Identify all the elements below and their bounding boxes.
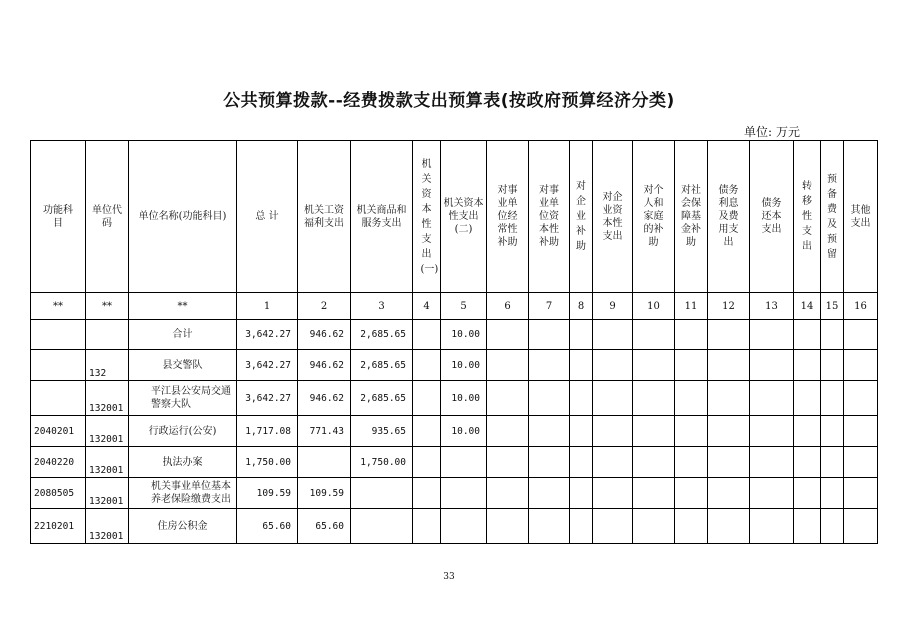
- empty-cell: [708, 381, 750, 416]
- col-num: 13: [750, 293, 794, 320]
- empty-cell: [844, 416, 878, 447]
- empty-cell: [633, 447, 675, 478]
- capital-cell: [441, 478, 487, 509]
- header-total: 总 计: [237, 141, 298, 293]
- total-cell: 3,642.27: [237, 320, 298, 350]
- empty-cell: [487, 350, 529, 381]
- empty-cell: [750, 478, 794, 509]
- empty-cell: [633, 350, 675, 381]
- salary-cell: [298, 447, 351, 478]
- empty-cell: [487, 381, 529, 416]
- empty-cell: [593, 447, 633, 478]
- capital-cell: [441, 447, 487, 478]
- col-num: 7: [529, 293, 570, 320]
- col-num: 2: [298, 293, 351, 320]
- empty-cell: [487, 447, 529, 478]
- empty-cell: [529, 416, 570, 447]
- empty-cell: [593, 381, 633, 416]
- table-row: [31, 416, 878, 447]
- empty-cell: [821, 416, 844, 447]
- empty-cell: [750, 509, 794, 544]
- empty-cell: [708, 416, 750, 447]
- header-c11: 对社会保障基金补助: [675, 141, 708, 293]
- header-c9: 对企业资本性支出: [593, 141, 633, 293]
- header-c4: 机关资本性支出(一): [413, 141, 441, 293]
- empty-cell: [675, 320, 708, 350]
- empty-cell: [570, 320, 593, 350]
- col-num: 4: [413, 293, 441, 320]
- goods-services-cell: 2,685.65: [351, 350, 413, 381]
- col-num: 16: [844, 293, 878, 320]
- unit-label: [740, 123, 800, 140]
- empty-cell: [794, 381, 821, 416]
- unit-name-cell: 住房公积金: [129, 509, 237, 544]
- empty-cell: [708, 350, 750, 381]
- goods-services-cell: 2,685.65: [351, 320, 413, 350]
- unit-code-cell: 132001: [86, 478, 129, 509]
- empty-cell: [794, 350, 821, 381]
- col-num: 9: [593, 293, 633, 320]
- func-code-cell: [31, 350, 86, 381]
- empty-cell: [633, 320, 675, 350]
- col-num: **: [129, 293, 237, 320]
- empty-cell: [794, 509, 821, 544]
- empty-cell: [570, 509, 593, 544]
- empty-cell: [633, 478, 675, 509]
- capital-cell: 10.00: [441, 381, 487, 416]
- total-cell: 3,642.27: [237, 381, 298, 416]
- func-code-cell: 2040220: [31, 447, 86, 478]
- header-c15: 预备费及预留: [821, 141, 844, 293]
- empty-cell: [413, 447, 441, 478]
- col-num: 5: [441, 293, 487, 320]
- empty-cell: [750, 350, 794, 381]
- header-c3: 机关商品和服务支出: [351, 141, 413, 293]
- header-c10: 对个人和家庭的补助: [633, 141, 675, 293]
- func-code-cell: 2210201: [31, 509, 86, 544]
- empty-cell: [593, 478, 633, 509]
- empty-cell: [570, 381, 593, 416]
- salary-cell: 946.62: [298, 320, 351, 350]
- unit-code-cell: 132001: [86, 447, 129, 478]
- empty-cell: [593, 320, 633, 350]
- total-cell: 3,642.27: [237, 350, 298, 381]
- goods-services-cell: [351, 509, 413, 544]
- goods-services-cell: 935.65: [351, 416, 413, 447]
- unit-name-cell: 合计: [129, 320, 237, 350]
- budget-table: [30, 140, 878, 544]
- empty-cell: [821, 447, 844, 478]
- col-num: 10: [633, 293, 675, 320]
- empty-cell: [750, 381, 794, 416]
- empty-cell: [529, 381, 570, 416]
- empty-cell: [413, 381, 441, 416]
- empty-cell: [708, 447, 750, 478]
- salary-cell: 771.43: [298, 416, 351, 447]
- empty-cell: [675, 350, 708, 381]
- header-c7: 对事业单位资本性补助: [529, 141, 570, 293]
- func-code-cell: [31, 381, 86, 416]
- empty-cell: [675, 478, 708, 509]
- unit-value: 万元: [776, 125, 801, 139]
- col-num: 14: [794, 293, 821, 320]
- empty-cell: [593, 416, 633, 447]
- table-row: [31, 350, 878, 381]
- unit-code-cell: 132001: [86, 381, 129, 416]
- empty-cell: [529, 320, 570, 350]
- empty-cell: [529, 447, 570, 478]
- empty-cell: [750, 447, 794, 478]
- empty-cell: [844, 447, 878, 478]
- empty-cell: [633, 381, 675, 416]
- capital-cell: 10.00: [441, 416, 487, 447]
- empty-cell: [844, 509, 878, 544]
- unit-code-cell: 132001: [86, 509, 129, 544]
- unit-name-cell: 行政运行(公安): [129, 416, 237, 447]
- col-num: **: [86, 293, 129, 320]
- column-number-row: [31, 293, 878, 320]
- func-code-cell: [31, 320, 86, 350]
- capital-cell: 10.00: [441, 320, 487, 350]
- header-c12: 债务利息及费用支出: [708, 141, 750, 293]
- total-cell: 65.60: [237, 509, 298, 544]
- unit-code-cell: 132001: [86, 416, 129, 447]
- empty-cell: [529, 509, 570, 544]
- goods-services-cell: 1,750.00: [351, 447, 413, 478]
- empty-cell: [487, 509, 529, 544]
- header-c14: 转移性支出: [794, 141, 821, 293]
- table-row: [31, 320, 878, 350]
- empty-cell: [570, 350, 593, 381]
- empty-cell: [529, 350, 570, 381]
- empty-cell: [413, 509, 441, 544]
- empty-cell: [794, 416, 821, 447]
- empty-cell: [593, 350, 633, 381]
- empty-cell: [413, 350, 441, 381]
- col-num: 1: [237, 293, 298, 320]
- header-name: 单位名称(功能科目): [129, 141, 237, 293]
- total-cell: 1,750.00: [237, 447, 298, 478]
- capital-cell: [441, 509, 487, 544]
- empty-cell: [708, 478, 750, 509]
- unit-name-cell: 执法办案: [129, 447, 237, 478]
- total-cell: 109.59: [237, 478, 298, 509]
- func-code-cell: 2080505: [31, 478, 86, 509]
- header-c13: 债务还本支出: [750, 141, 794, 293]
- empty-cell: [750, 320, 794, 350]
- goods-services-cell: 2,685.65: [351, 381, 413, 416]
- empty-cell: [675, 416, 708, 447]
- salary-cell: 946.62: [298, 350, 351, 381]
- col-num: 6: [487, 293, 529, 320]
- unit-name-cell: 县交警队: [129, 350, 237, 381]
- empty-cell: [633, 416, 675, 447]
- col-num: 3: [351, 293, 413, 320]
- empty-cell: [821, 381, 844, 416]
- salary-cell: 65.60: [298, 509, 351, 544]
- empty-cell: [633, 509, 675, 544]
- header-row: [31, 141, 878, 293]
- empty-cell: [675, 509, 708, 544]
- header-func: 功能科目: [31, 141, 86, 293]
- empty-cell: [750, 416, 794, 447]
- unit-name-cell: 平江县公安局交通警察大队: [129, 381, 237, 416]
- empty-cell: [570, 478, 593, 509]
- salary-cell: 946.62: [298, 381, 351, 416]
- empty-cell: [487, 478, 529, 509]
- empty-cell: [708, 509, 750, 544]
- total-cell: 1,717.08: [237, 416, 298, 447]
- col-num: 8: [570, 293, 593, 320]
- empty-cell: [821, 320, 844, 350]
- table-row: [31, 381, 878, 416]
- unit-code-cell: 132: [86, 350, 129, 381]
- header-c6: 对事业单位经常性补助: [487, 141, 529, 293]
- goods-services-cell: [351, 478, 413, 509]
- empty-cell: [708, 320, 750, 350]
- empty-cell: [413, 320, 441, 350]
- empty-cell: [570, 416, 593, 447]
- table-row: [31, 447, 878, 478]
- empty-cell: [844, 320, 878, 350]
- empty-cell: [821, 350, 844, 381]
- page-number: 33: [443, 572, 455, 582]
- empty-cell: [844, 381, 878, 416]
- empty-cell: [487, 320, 529, 350]
- empty-cell: [413, 478, 441, 509]
- empty-cell: [794, 320, 821, 350]
- unit-name-cell: 机关事业单位基本养老保险缴费支出: [129, 478, 237, 509]
- empty-cell: [821, 509, 844, 544]
- col-num: 15: [821, 293, 844, 320]
- header-code: 单位代码: [86, 141, 129, 293]
- empty-cell: [593, 509, 633, 544]
- page-title: 公共预算拨款--经费拨款支出预算表(按政府预算经济分类): [223, 91, 675, 111]
- func-code-cell: 2040201: [31, 416, 86, 447]
- col-num: 12: [708, 293, 750, 320]
- empty-cell: [675, 381, 708, 416]
- empty-cell: [487, 416, 529, 447]
- unit-code-cell: [86, 320, 129, 350]
- header-c5: 机关资本性支出(二): [441, 141, 487, 293]
- header-c8: 对企业补助: [570, 141, 593, 293]
- empty-cell: [413, 416, 441, 447]
- empty-cell: [675, 447, 708, 478]
- empty-cell: [844, 350, 878, 381]
- empty-cell: [794, 478, 821, 509]
- table-row: [31, 478, 878, 509]
- empty-cell: [794, 447, 821, 478]
- empty-cell: [821, 478, 844, 509]
- table-row: [31, 509, 878, 544]
- col-num: **: [31, 293, 86, 320]
- header-c2: 机关工资福利支出: [298, 141, 351, 293]
- unit-prefix: 单位:: [744, 125, 773, 139]
- salary-cell: 109.59: [298, 478, 351, 509]
- empty-cell: [570, 447, 593, 478]
- capital-cell: 10.00: [441, 350, 487, 381]
- empty-cell: [844, 478, 878, 509]
- col-num: 11: [675, 293, 708, 320]
- empty-cell: [529, 478, 570, 509]
- header-c16: 其他支出: [844, 141, 878, 293]
